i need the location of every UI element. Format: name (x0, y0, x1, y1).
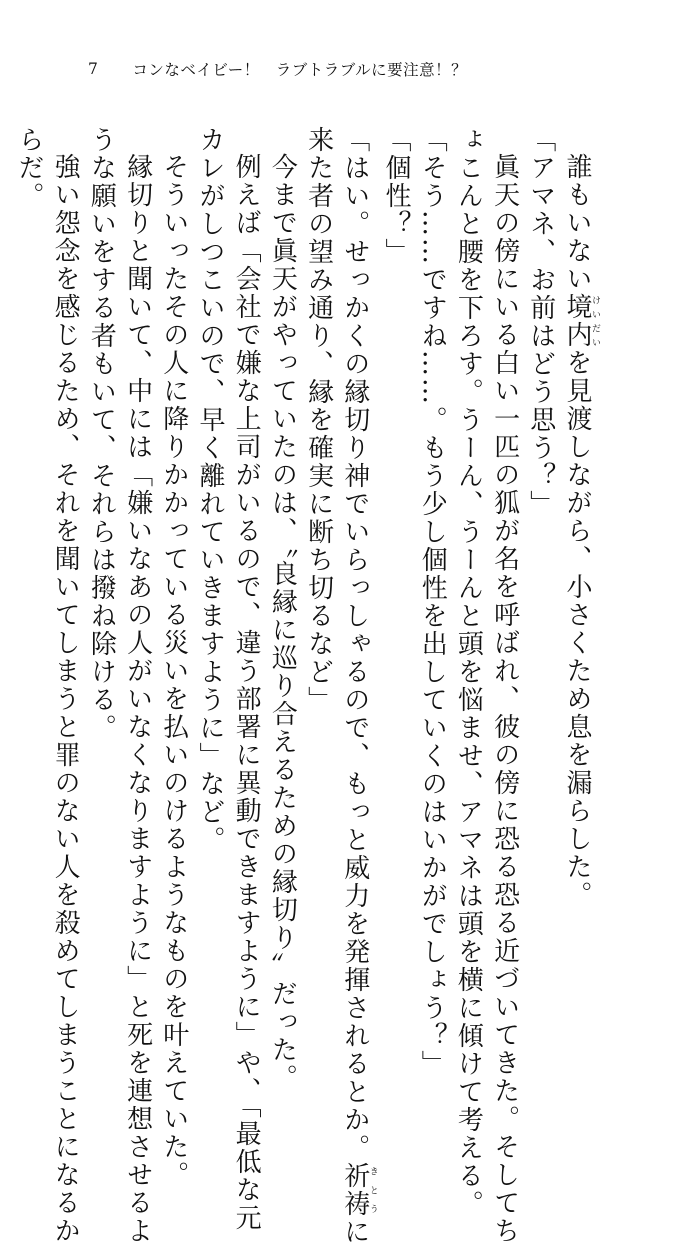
text-line-7 (337, 126, 378, 1246)
ruby-kitou: 祈祷きとう (339, 1162, 378, 1218)
text-line-10: 例えば「会社で嫌な上司がいるので、違う部署に異動できますように」や、「最低な元 (231, 153, 262, 1232)
page-number: 7 (88, 60, 99, 78)
text-line-8: 来た者の望み通り、縁を確実に断ち切るなど」 (303, 126, 334, 714)
text-segment: を見渡しながら、小さくため息を漏らした。 (562, 349, 592, 909)
text-line-16: らだ。 (13, 126, 44, 210)
text-line-3: 眞天の傍にいる白い一匹の狐が名を呼ばれ、彼の傍に恐る恐る近づいてきた。そしてち (489, 153, 520, 1245)
running-title: コンなベイビー！ ラブトラブルに要注意！？ (132, 61, 468, 79)
text-line-5: 「そう……ですね……。もう少し個性を出していくのはいかがでしょう？」 (417, 126, 448, 1078)
text-line-12: そういったその人に降りかかっている災いを払いのけるようなものを叶えていた。 (158, 153, 189, 1189)
text-line-13: 縁切りと聞いて、中には「嫌いなあの人がいなくなりますように」と死を連想させるよ (122, 153, 153, 1245)
text-line-11: カレがしつこいので、早く離れていきますように」など。 (194, 126, 225, 854)
body-text (11, 126, 600, 1246)
text-segment: 「はい。せっかくの縁切り神でいらっしゃるので、もっと威力を発揮されるとか。 (339, 126, 370, 1162)
text-line-15: 強い怨念を感じるため、それを聞いてしまうと罪のない人を殺めてしまうことになるか (50, 153, 81, 1245)
text-line-4: ょこんと腰を下ろす。うーん、うーんと頭を悩ませ、アマネは頭を横に傾けて考える。 (453, 126, 484, 1218)
text-line-6: 「個性？」 (380, 126, 411, 266)
text-line-2: 「アマネ、お前はどう思う？」 (525, 126, 556, 518)
running-header (88, 57, 467, 81)
text-line-1 (559, 126, 600, 976)
text-line-9: 今まで眞天がやっていたのは、〝良縁に巡り合えるための縁切り〟だった。 (267, 153, 298, 1092)
ruby-keidai: 境内けいだい (562, 293, 600, 349)
text-segment: 誰もいない (562, 153, 592, 293)
text-line-14: うな願いをする者もいて、それらは撥ね除ける。 (86, 126, 117, 742)
text-segment: に (339, 1218, 370, 1246)
